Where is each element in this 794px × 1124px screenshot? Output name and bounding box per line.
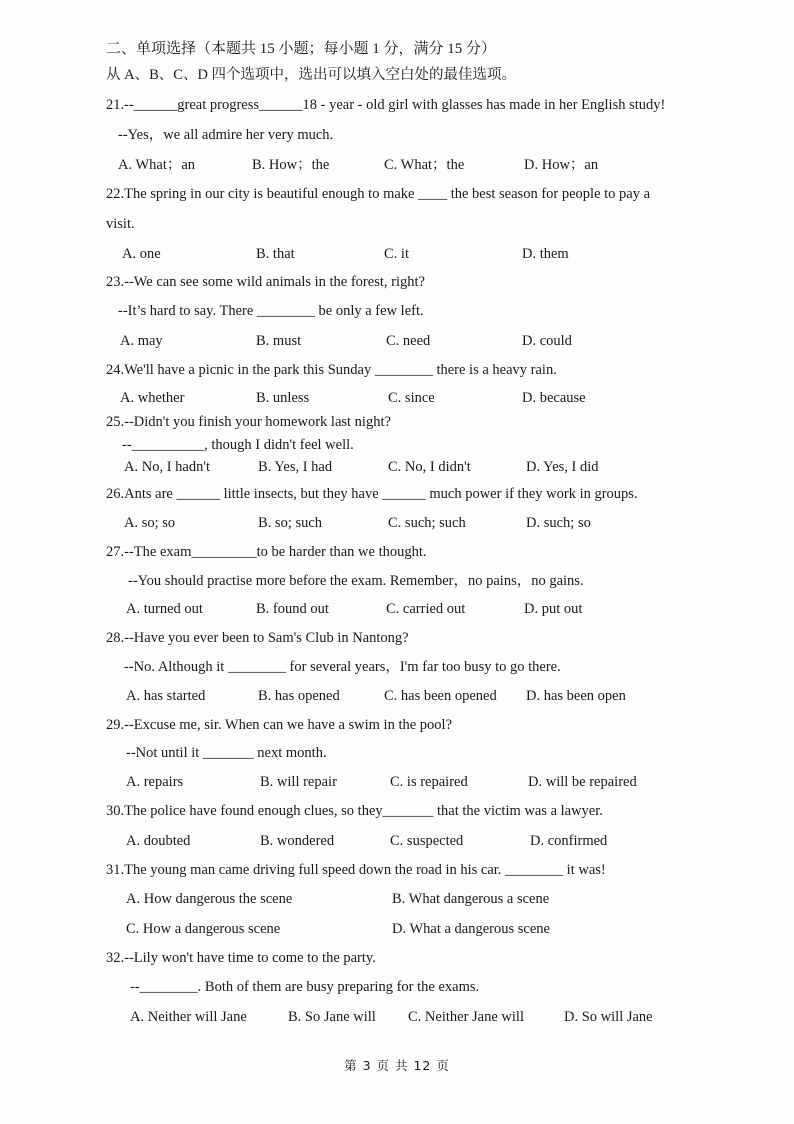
option-a[interactable]: A. What；an: [118, 157, 196, 173]
question-text: 25.--Didn't you finish your homework last night?: [106, 414, 391, 430]
option-a[interactable]: A. one: [122, 246, 161, 262]
option-c[interactable]: C. No, I didn't: [388, 459, 471, 475]
question-text: 32.--Lily won't have time to come to the party.: [106, 950, 376, 966]
option-c[interactable]: C. suspected: [390, 833, 464, 849]
option-d[interactable]: D. such; so: [526, 515, 591, 531]
option-c[interactable]: C. carried out: [386, 601, 466, 617]
option-a[interactable]: A. has started: [126, 688, 206, 704]
section-instruction: 从 A、B、C、D 四个选项中，选出可以填入空白处的最佳选项。: [106, 67, 517, 83]
option-a[interactable]: A. repairs: [126, 774, 184, 790]
option-b[interactable]: B. wondered: [260, 833, 335, 849]
question-text: 22.The spring in our city is beautiful enough to make ____ the best season for people to pay a: [106, 186, 651, 202]
option-b[interactable]: B. Yes, I had: [258, 459, 333, 475]
question-text: 24.We'll have a picnic in the park this Sunday ________ there is a heavy rain.: [106, 362, 557, 378]
option-a[interactable]: A. How dangerous the scene: [126, 891, 293, 907]
section-title: 二、单项选择（本题共 15 小题；每小题 1 分，满分 15 分）: [106, 41, 497, 57]
question-text: 28.--Have you ever been to Sam's Club in Nantong?: [106, 630, 409, 646]
option-b[interactable]: B. has opened: [258, 688, 340, 704]
option-c[interactable]: C. Neither Jane will: [408, 1009, 524, 1025]
option-b[interactable]: B. How；the: [252, 157, 330, 173]
option-b[interactable]: B. What dangerous a scene: [392, 891, 550, 907]
option-c[interactable]: C. How a dangerous scene: [126, 921, 281, 937]
option-b[interactable]: B. found out: [256, 601, 329, 617]
option-d[interactable]: D. them: [522, 246, 569, 262]
option-b[interactable]: B. So Jane will: [288, 1009, 376, 1025]
question-text: 29.--Excuse me, sir. When can we have a swim in the pool?: [106, 717, 453, 733]
page-number: 第 3 页 共 12 页: [344, 1058, 450, 1073]
question-text: --Yes，we all admire her very much.: [118, 127, 334, 143]
option-c[interactable]: C. it: [384, 246, 409, 262]
question-text: 27.--The exam_________to be harder than we thought.: [106, 544, 427, 560]
option-d[interactable]: D. could: [522, 333, 572, 349]
option-a[interactable]: A. so; so: [124, 515, 176, 531]
option-d[interactable]: D. put out: [524, 601, 583, 617]
option-a[interactable]: A. may: [120, 333, 163, 349]
option-b[interactable]: B. so; such: [258, 515, 323, 531]
question-text: visit.: [106, 216, 135, 232]
option-b[interactable]: B. unless: [256, 390, 310, 406]
option-a[interactable]: A. whether: [120, 390, 185, 406]
option-d[interactable]: D. confirmed: [530, 833, 608, 849]
option-d[interactable]: D. So will Jane: [564, 1009, 653, 1025]
option-a[interactable]: A. Neither will Jane: [130, 1009, 247, 1025]
question-text: --No. Although it ________ for several years，I'm far too busy to go there.: [124, 659, 561, 675]
option-c[interactable]: C. What；the: [384, 157, 465, 173]
question-text: 30.The police have found enough clues, so they_______ that the victim was a lawyer.: [106, 803, 603, 819]
option-d[interactable]: D. because: [522, 390, 586, 406]
option-a[interactable]: A. turned out: [126, 601, 203, 617]
option-d[interactable]: D. Yes, I did: [526, 459, 599, 475]
option-b[interactable]: B. that: [256, 246, 295, 262]
option-c[interactable]: C. need: [386, 333, 431, 349]
option-c[interactable]: C. such; such: [388, 515, 466, 531]
option-a[interactable]: A. No, I hadn't: [124, 459, 210, 475]
option-c[interactable]: C. since: [388, 390, 435, 406]
question-text: --Not until it _______ next month.: [126, 745, 327, 761]
option-b[interactable]: B. must: [256, 333, 302, 349]
option-d[interactable]: D. will be repaired: [528, 774, 637, 790]
question-text: --__________, though I didn't feel well.: [122, 437, 354, 453]
option-a[interactable]: A. doubted: [126, 833, 191, 849]
option-d[interactable]: D. What a dangerous scene: [392, 921, 550, 937]
option-b[interactable]: B. will repair: [260, 774, 337, 790]
option-c[interactable]: C. has been opened: [384, 688, 497, 704]
question-text: 23.--We can see some wild animals in the forest, right?: [106, 274, 425, 290]
option-d[interactable]: D. has been open: [526, 688, 626, 704]
question-text: --You should practise more before the exam. Remember，no pains，no gains.: [128, 573, 584, 589]
option-d[interactable]: D. How；an: [524, 157, 599, 173]
question-text: --It’s hard to say. There ________ be only a few left.: [118, 303, 424, 319]
question-text: 26.Ants are ______ little insects, but they have ______ much power if they work in groups.: [106, 486, 638, 502]
question-text: 31.The young man came driving full speed down the road in his car. ________ it was!: [106, 862, 606, 878]
question-text: 21.--______great progress______18 - year - old girl with glasses has made in her English study!: [106, 97, 666, 113]
question-text: --________. Both of them are busy preparing for the exams.: [130, 979, 480, 995]
option-c[interactable]: C. is repaired: [390, 774, 468, 790]
